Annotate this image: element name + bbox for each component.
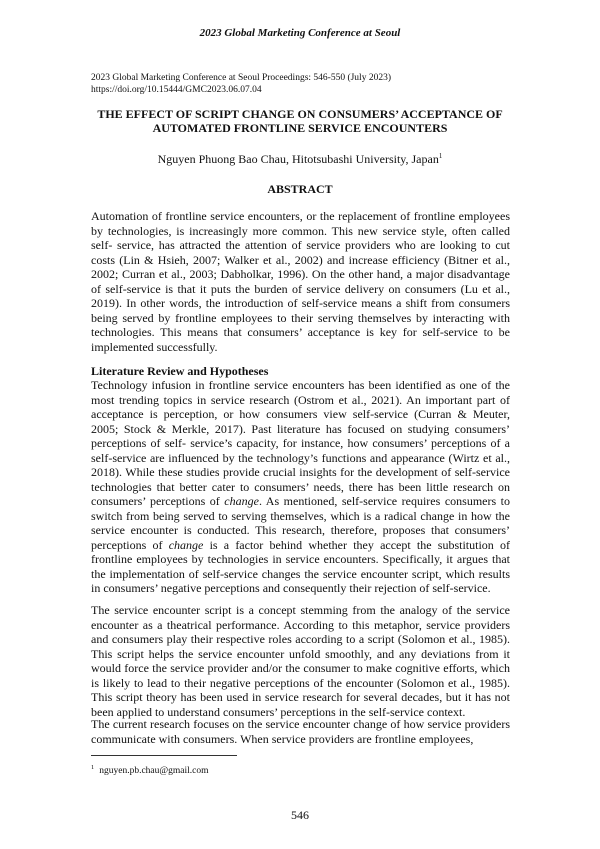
author-line (0, 152, 600, 167)
body-paragraph-2: The service encounter script is a concept stemming from the analogy of the service encounter as a theatrical performance. According to this metaphor, service providers and consumers play their respective roles according to a script (Solomon et al., 1985). This script helps the service encounter unfold smoothly, and any deviations from it would force the service provider and/or the consumer to make cognitive efforts, which is likely to lead to their negative perceptions of the encounter (Solomon et al., 1985). This script theory has been used in service research for several decades, but it has not been applied to understand consumers’ perceptions in the self-service context. (91, 603, 510, 719)
body-paragraph-3: The current research focuses on the service encounter change of how service providers communicate with consumers. When service providers are frontline employees, (91, 717, 510, 746)
footnote-email[interactable]: nguyen.pb.chau@gmail.com (99, 766, 209, 777)
abstract-heading: ABSTRACT (267, 182, 333, 196)
author-footnote-mark[interactable]: 1 (438, 152, 443, 160)
doi-link[interactable]: https://doi.org/10.15444/GMC2023.06.07.04 (91, 85, 262, 95)
para-text: . As mentioned, self-service requires consumers to switch from being served to serving themselves, which is a radical change in how the service encounter is conducted. This research, therefore, proposes that consumers’ perceptions of (91, 494, 510, 552)
para-text: Technology infusion in frontline service encounters has been identified as one of the most trending topics in service research (Ostrom et al., 2021). An important part of acceptance is perception, or how consumers view self-service (Curran & Meuter, 2005; Stock & Merkle, 2017). Past literature has focused on studying consumers’ perceptions of self- service’s capacity, for instance, how consumers’ perceptions of a self-service are influenced by the technology’s functions and appearance (Wirtz et al., 2018). While these studies provide crucial insights for the development of self-service technologies that better cater to consumers’ needs, there has been little research on consumers’ perceptions of (91, 378, 510, 508)
paper-title: THE EFFECT OF SCRIPT CHANGE ON CONSUMERS’ ACCEPTANCE OF AUTOMATED FRONTLINE SERVICE ENCOUNTERS (97, 107, 503, 135)
running-head: 2023 Global Marketing Conference at Seoul (199, 27, 401, 39)
proceedings-info (91, 72, 391, 96)
para-text: is a factor behind whether they accept the substitution of frontline employees by technologies in service encounters. Specifically, it argues that the implementation of self-service changes the service encounter script, which results in consumers’ negative perceptions and consequently their rejection of self-service. (91, 537, 510, 595)
emphasis-change: change (224, 494, 259, 508)
proceedings-citation: 2023 Global Marketing Conference at Seoul Proceedings: 546-550 (July 2023) (91, 73, 391, 83)
footnote-mark: 1 (91, 764, 95, 771)
emphasis-change: change (168, 537, 204, 552)
footnote-divider (91, 755, 237, 756)
author-name: Nguyen Phuong Bao Chau, Hitotsubashi University, Japan (157, 152, 439, 166)
body-paragraph-1 (91, 378, 510, 596)
abstract-paragraph: Automation of frontline service encounters, or the replacement of frontline employees by technologies, is increasingly more common. This new service style, often called self- service, has attracted the attention of service providers who are looking to cut costs (Lin & Hsieh, 2007; Walker et al., 2002) and increase efficiency (Bitner et al., 2002; Curran et al., 2003; Dabholkar, 1996). On the other hand, a major disadvantage of self-service is that it puts the burden of service delivery on consumers (Lu et al., 2019). In other words, the introduction of self-service means a shift from consumers being served by frontline employees to their serving themselves by interacting with technologies. This means that consumers’ acceptance is key for self-service to be implemented successfully. (91, 209, 510, 354)
footnote (91, 764, 209, 776)
page-number: 546 (291, 808, 309, 822)
section-heading: Literature Review and Hypotheses (91, 364, 269, 378)
